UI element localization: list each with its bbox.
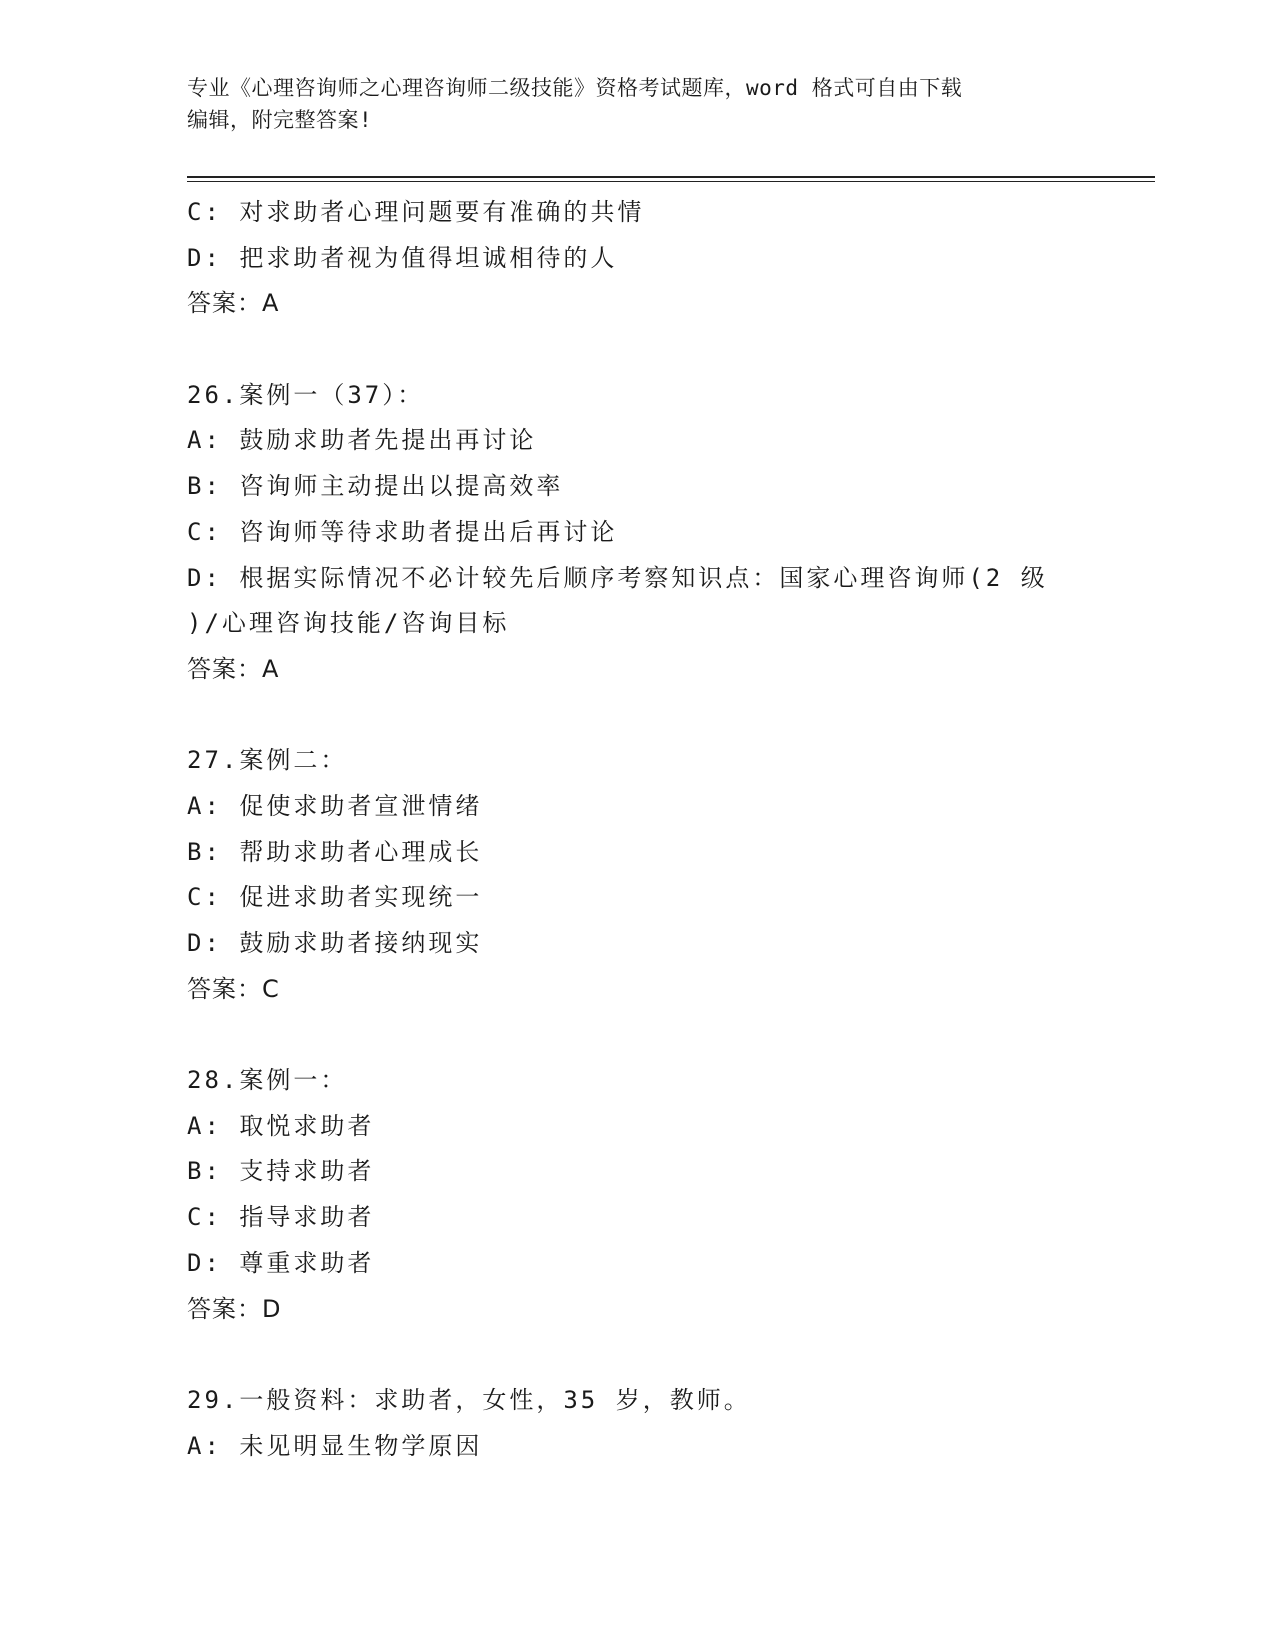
answer: 答案：D <box>187 1294 282 1323</box>
question-title: 28.案例一： <box>187 1066 348 1095</box>
option-c: C: 指导求助者 <box>187 1203 375 1232</box>
option-d: D: 鼓励求助者接纳现实 <box>187 929 483 957</box>
question-title: 26.案例一（37）： <box>187 380 425 409</box>
spacer <box>187 1332 1087 1378</box>
option-a: A: 未见明显生物学原因 <box>187 1431 483 1460</box>
header-divider-thin <box>187 181 1155 182</box>
option-b: B: 帮助求助者心理成长 <box>187 837 483 866</box>
option-d: D: 根据实际情况不必计较先后顺序考察知识点：国家心理咨询师(2 级 <box>187 563 1048 592</box>
option-a: A: 取悦求助者 <box>187 1111 375 1140</box>
option-a: A: 鼓励求助者先提出再讨论 <box>187 426 537 455</box>
option-c: C: 对求助者心理问题要有准确的共情 <box>187 198 645 226</box>
answer: 答案：A <box>187 654 280 683</box>
option-c: C: 咨询师等待求助者提出后再讨论 <box>187 517 618 546</box>
header-line-2: 编辑，附完整答案! <box>187 108 373 132</box>
option-b: B: 咨询师主动提出以提高效率 <box>187 472 564 501</box>
question-list <box>187 190 1087 1469</box>
option-c: C: 促进求助者实现统一 <box>187 883 483 912</box>
option-d-continued: )/心理咨询技能/咨询目标 <box>187 609 510 638</box>
option-a: A: 促使求助者宣泄情绪 <box>187 791 483 820</box>
option-d: D: 尊重求助者 <box>187 1248 375 1277</box>
header-divider-thick <box>187 176 1155 178</box>
spacer <box>187 693 1087 739</box>
spacer <box>187 1012 1087 1058</box>
spacer <box>187 327 1087 373</box>
answer: 答案：C <box>187 974 280 1003</box>
option-d: D: 把求助者视为值得坦诚相待的人 <box>187 243 618 272</box>
option-b: B: 支持求助者 <box>187 1157 375 1186</box>
question-title: 27.案例二： <box>187 746 348 775</box>
header-line-1: 专业《心理咨询师之心理咨询师二级技能》资格考试题库，word 格式可自由下载 <box>187 76 963 100</box>
answer: 答案：A <box>187 289 280 318</box>
document-header <box>187 72 1087 136</box>
question-title: 29.一般资料：求助者，女性，35 岁，教师。 <box>187 1385 751 1414</box>
